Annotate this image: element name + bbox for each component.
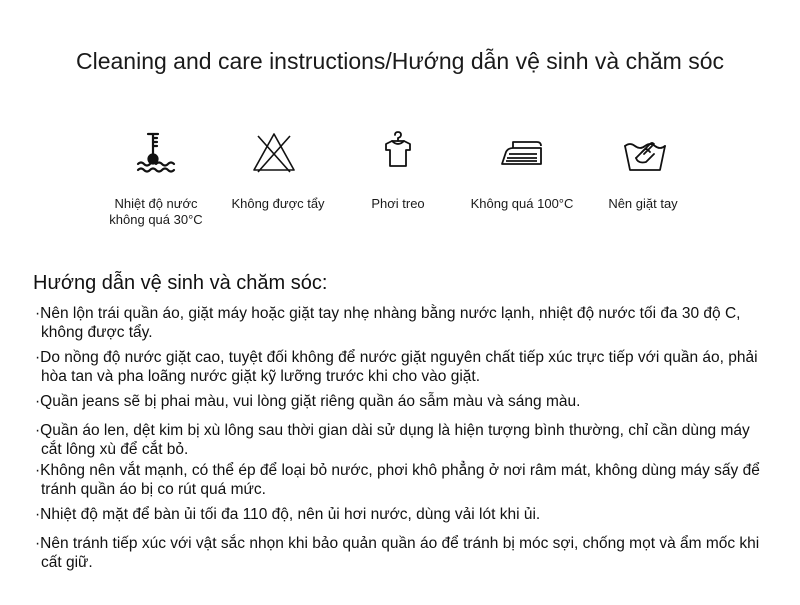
instruction-item: ·Quần áo len, dệt kim bị xù lông sau thời gian dài sử dụng là hiện tượng bình thường, chỉ cần dùng máy cắt lông xù để cắt bỏ.	[35, 422, 750, 458]
instruction-list	[33, 304, 773, 578]
instruction-item: ·Không nên vắt mạnh, có thể ép để loại bỏ nước, phơi khô phẳng ở nơi râm mát, không dùng máy sấy để tránh quần áo bị co rút quá mức.	[35, 462, 760, 498]
care-label-line: không quá 30°C	[109, 212, 203, 227]
instruction-item: ·Do nồng độ nước giặt cao, tuyệt đối không để nước giặt nguyên chất tiếp xúc trực tiếp với quần áo, phải hòa tan và pha loãng nước giặt kỹ lưỡng trước khi cho vào giặt.	[35, 349, 758, 385]
instruction-item: ·Nên lộn trái quần áo, giặt máy hoặc giặt tay nhẹ nhàng bằng nước lạnh, nhiệt độ nước tối đa 30 độ C, không được tẩy.	[35, 305, 741, 341]
section-heading: Hướng dẫn vệ sinh và chăm sóc:	[33, 272, 328, 294]
care-label-line: Nên giặt tay	[608, 196, 678, 211]
care-label-line: Không quá 100°C	[470, 196, 574, 211]
hang-dry-icon	[372, 128, 422, 178]
care-label-hand-wash	[573, 196, 713, 212]
hand-wash-icon	[620, 128, 670, 178]
care-label-do-not-bleach	[208, 196, 348, 212]
care-label-line: Không được tẩy	[231, 196, 325, 211]
instruction-item: ·Quần jeans sẽ bị phai màu, vui lòng giặt riêng quần áo sẫm màu và sáng màu.	[35, 393, 581, 410]
care-label-line: Nhiệt độ nước	[114, 196, 198, 211]
care-label-hang-dry	[328, 196, 468, 212]
wash-temperature-icon	[131, 128, 181, 178]
care-label-wash-temperature	[86, 196, 226, 228]
instruction-item: ·Nhiệt độ mặt để bàn ủi tối đa 110 độ, nên ủi hơi nước, dùng vải lót khi ủi.	[35, 506, 541, 523]
care-label-line: Phơi treo	[371, 196, 425, 211]
page-title: Cleaning and care instructions/Hướng dẫn vệ sinh và chăm sóc	[76, 48, 724, 74]
care-label-iron	[452, 196, 592, 212]
instruction-item: ·Nên tránh tiếp xúc với vật sắc nhọn khi bảo quản quần áo để tránh bị móc sợi, chống mọt và ẩm mốc khi cất giữ.	[35, 535, 760, 571]
do-not-bleach-icon	[249, 128, 299, 178]
iron-icon	[497, 128, 547, 178]
